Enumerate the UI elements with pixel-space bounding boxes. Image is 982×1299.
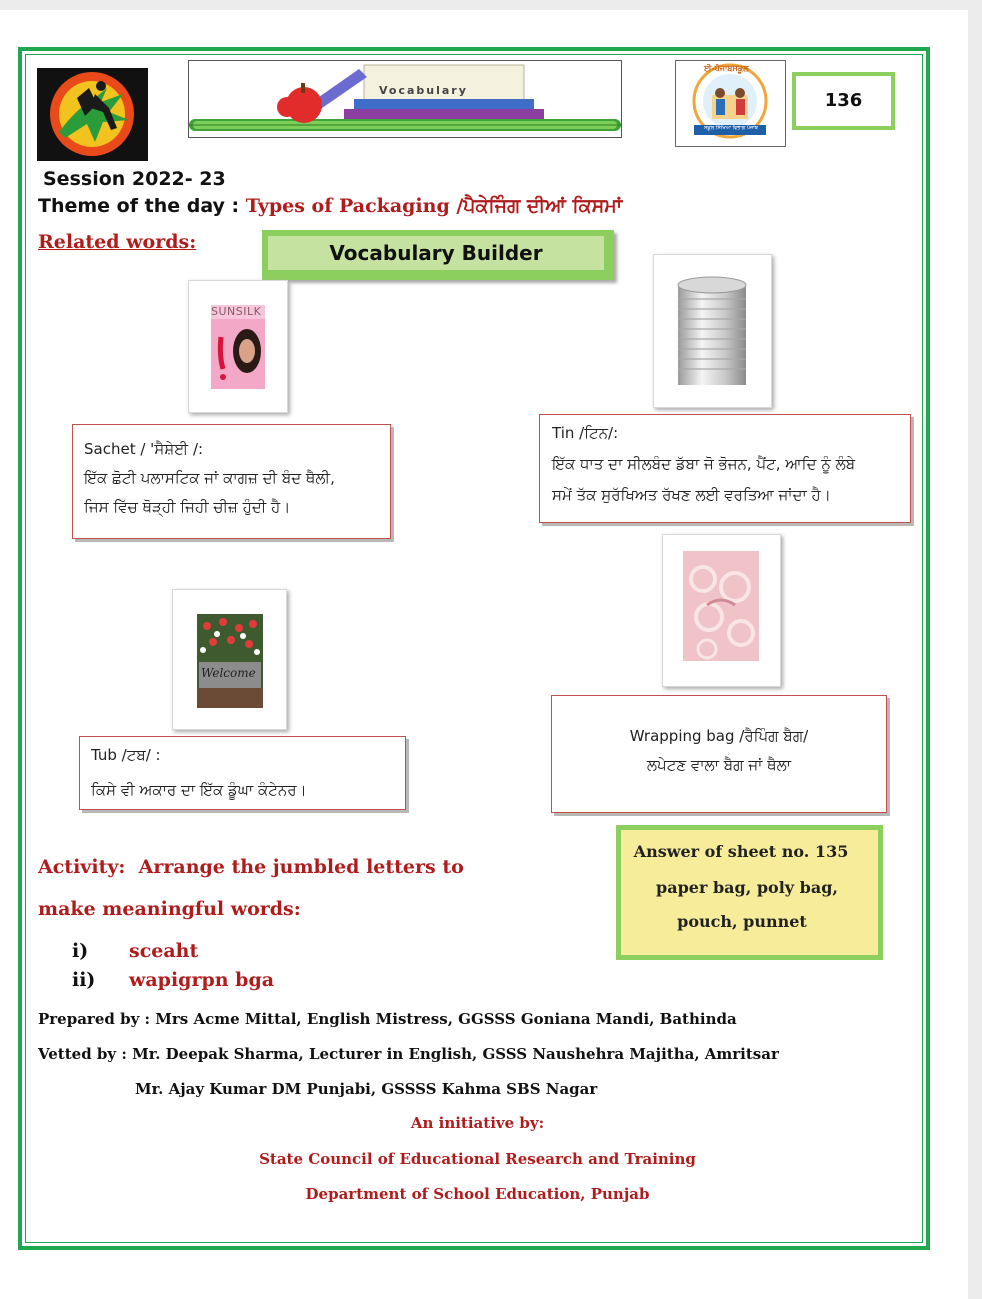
initiative-label: An initiative by: [410, 1114, 545, 1132]
wrapping-bag-definition-box [551, 695, 887, 813]
shampoo-sachet-icon [189, 281, 287, 412]
sheet-number-box [792, 72, 895, 130]
vocabulary-builder-label: Vocabulary Builder [329, 241, 543, 265]
tin-image [653, 254, 772, 408]
answer-line-2: pouch, punnet [677, 912, 807, 931]
sachet-definition-box [72, 424, 391, 539]
right-logo [675, 60, 786, 147]
sachet-image [188, 280, 288, 413]
activity-line-1: Activity: Arrange the jumbled letters to [38, 856, 464, 878]
right-logo-text: ਈ-ਪੰਜਾਬਸਕੂਲ [704, 64, 749, 73]
activity-item-1-word: sceaht [129, 940, 199, 962]
tin-definition-box [539, 414, 911, 523]
books-and-pencil-icon [189, 61, 621, 137]
sachet-term: Sachet / 'ਸੈਸ਼ੇਈ /: [84, 440, 204, 458]
vocabulary-banner [188, 60, 622, 138]
related-words-label: Related words: [38, 231, 197, 253]
wrapping-bag-image [662, 534, 781, 687]
activity-item-1-num: i) [72, 940, 89, 962]
org-scert: State Council of Educational Research and Training [259, 1150, 696, 1168]
left-logo [37, 68, 148, 161]
tub-image-text: Welcome [201, 666, 256, 680]
tin-line-1: ਇੱਕ ਧਾਤ ਦਾ ਸੀਲਬੰਦ ਡੱਬਾ ਜੋ ਭੋਜਨ, ਪੈਂਟ, ਆਦਿ ਨੂੰ ਲੰਬੇ [552, 455, 856, 473]
vetted-by: Vetted by : Mr. Deepak Sharma, Lecturer in English, GSSS Naushehra Majitha, Amritsar [38, 1045, 779, 1063]
answer-title: Answer of sheet no. 135 [633, 842, 849, 861]
tub-term: Tub /ਟਬ/ : [91, 746, 161, 764]
vocabulary-builder-inner [268, 236, 604, 270]
vocabulary-builder-box [262, 230, 614, 280]
sheet-number: 136 [824, 90, 863, 111]
tin-term: Tin /ਟਿਨ/: [552, 424, 619, 442]
wrapping-bag-term: Wrapping bag /ਰੈਪਿੰਗ ਬੈਗ/ [629, 727, 809, 745]
answer-box [616, 825, 883, 960]
session-label: Session 2022- 23 [43, 168, 226, 190]
sachet-line-1: ਇੱਕ ਛੋਟੀ ਪਲਾਸਟਿਕ ਜਾਂ ਕਾਗਜ਼ ਦੀ ਬੰਦ ਥੈਲੀ, [84, 469, 335, 487]
tub-definition-box [79, 736, 406, 810]
banner-word: Vocabulary [379, 84, 468, 97]
flower-tub-icon [173, 590, 286, 729]
tub-line-1: ਕਿਸੇ ਵੀ ਅਕਾਰ ਦਾ ਇੱਕ ਡੂੰਘਾ ਕੰਟੇਨਰ। [91, 781, 307, 799]
activity-item-2-word: wapigrpn bga [129, 969, 275, 991]
runner-emblem-icon [37, 68, 148, 161]
tub-image [172, 589, 287, 730]
activity-line-2: make meaningful words: [38, 898, 301, 920]
activity-item-2-num: ii) [72, 969, 96, 991]
prepared-by: Prepared by : Mrs Acme Mittal, English Mistress, GGSSS Goniana Mandi, Bathinda [38, 1010, 737, 1028]
answer-line-1: paper bag, poly bag, [656, 878, 838, 897]
sachet-line-2: ਜਿਸ ਵਿੱਚ ਥੋੜ੍ਹੀ ਜਿਹੀ ਚੀਜ਼ ਹੁੰਦੀ ਹੈ। [84, 498, 291, 516]
wrapping-bag-line-1: ਲਪੇਟਣ ਵਾਲਾ ਬੈਗ ਜਾਂ ਥੈਲਾ [646, 756, 792, 774]
metal-tin-can-icon [654, 255, 771, 407]
org-department: Department of School Education, Punjab [305, 1185, 650, 1203]
pink-gift-bag-icon [663, 535, 780, 686]
right-logo-caption: ਸਕੂਲ ਸਿੱਖਿਆ ਵਿਭਾਗ ਪੰਜਾਬ [704, 125, 758, 131]
theme-value: Types of Packaging /ਪੈਕੇਜਿੰਗ ਦੀਆਂ ਕਿਸਮਾਂ [245, 195, 623, 217]
theme-label: Theme of the day : [38, 195, 246, 217]
tin-line-2: ਸਮੇਂ ਤੱਕ ਸੁਰੱਖਿਅਤ ਰੱਖਣ ਲਈ ਵਰਤਿਆ ਜਾਂਦਾ ਹੈ। [552, 486, 831, 504]
theme-line [38, 195, 622, 217]
answer-box-inner [621, 830, 878, 955]
sachet-image-text: SUNSILK [211, 305, 262, 318]
vetted-by-2: Mr. Ajay Kumar DM Punjabi, GSSSS Kahma SBS Nagar [135, 1080, 598, 1098]
